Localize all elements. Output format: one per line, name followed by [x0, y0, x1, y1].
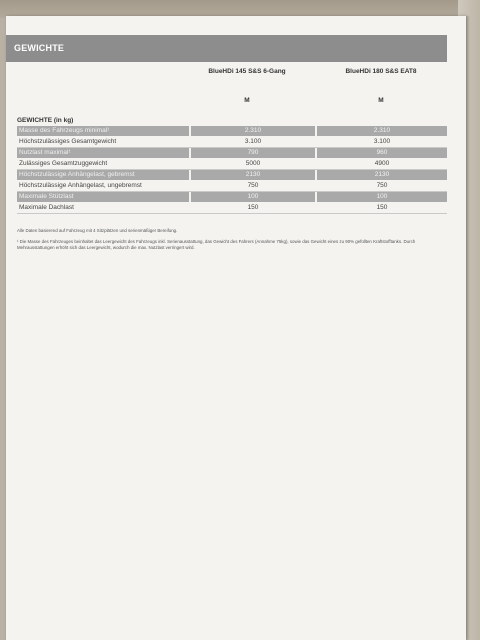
row-value-1: 790: [191, 148, 315, 158]
column-header-engine-2: BlueHDi 180 S&S EAT8: [345, 68, 417, 75]
row-value-2: 4900: [374, 159, 390, 167]
row-value-1: 150: [247, 203, 259, 211]
row-label: Höchstzulässige Anhängelast, gebremst: [17, 170, 189, 180]
weights-table: [17, 126, 447, 214]
section-title: GEWICHTE: [14, 43, 65, 53]
table-row: [17, 148, 447, 159]
column-variant-1: M: [244, 97, 250, 104]
row-value-1: 2130: [191, 170, 315, 180]
row-label: Maximale Stützlast: [17, 192, 189, 202]
table-row: [17, 126, 447, 137]
row-value-2: 960: [317, 148, 447, 158]
row-label: Nutzlast maximal¹: [17, 148, 189, 158]
table-row: [17, 170, 447, 181]
column-header-engine-1: BlueHDi 145 S&S 6-Gang: [208, 68, 286, 75]
table-row: [17, 181, 447, 193]
row-value-1: 750: [247, 181, 259, 189]
row-value-2: 750: [376, 181, 388, 189]
row-value-2: 150: [376, 203, 388, 211]
row-value-1: 5000: [245, 159, 261, 167]
table-row: [17, 159, 447, 171]
row-label: Maximale Dachlast: [19, 203, 74, 211]
row-value-1: 2.310: [191, 126, 315, 136]
row-value-2: 2130: [317, 170, 447, 180]
row-label: Zulässiges Gesamtzuggewicht: [19, 159, 108, 167]
row-value-1: 3.100: [244, 137, 262, 145]
section-header-bar: [6, 35, 447, 62]
row-label: Höchstzulässige Anhängelast, ungebremst: [19, 181, 142, 189]
table-section-label: GEWICHTE (in kg): [17, 117, 74, 124]
sheet-edge-shadow: [466, 16, 470, 640]
footnotes: [17, 228, 447, 256]
table-row: [17, 192, 447, 203]
paper-sheet: [6, 16, 466, 640]
table-row: [17, 137, 447, 149]
row-label: Masse des Fahrzeugs minimal¹: [17, 126, 189, 136]
row-value-2: 3.100: [373, 137, 391, 145]
row-value-2: 2.310: [317, 126, 447, 136]
row-value-2: 100: [317, 192, 447, 202]
footnote-general: Alle Daten basierend auf Fahrzeug mit 4 Sitzplätzen und serienmäßiger Bereifung.: [17, 228, 178, 233]
column-variant-2: M: [378, 97, 384, 104]
table-row: [17, 203, 447, 215]
row-label: Höchstzulässiges Gesamtgewicht: [19, 137, 117, 145]
footnote-1: ¹ Die Masse des Fahrzeuges beinhaltet das Leergewicht des Fahrzeugs inkl. Serienausstattung, das Gewicht des Fahrers (Annahme 75kg), sowie das Gewicht eines zu 90% gefüllten Kraftstofftanks. Durch Mehrausstattungen erhöht sich das Leergewicht, wodurch die max. Nutzlast verringert wird.: [17, 238, 416, 250]
row-value-1: 100: [191, 192, 315, 202]
